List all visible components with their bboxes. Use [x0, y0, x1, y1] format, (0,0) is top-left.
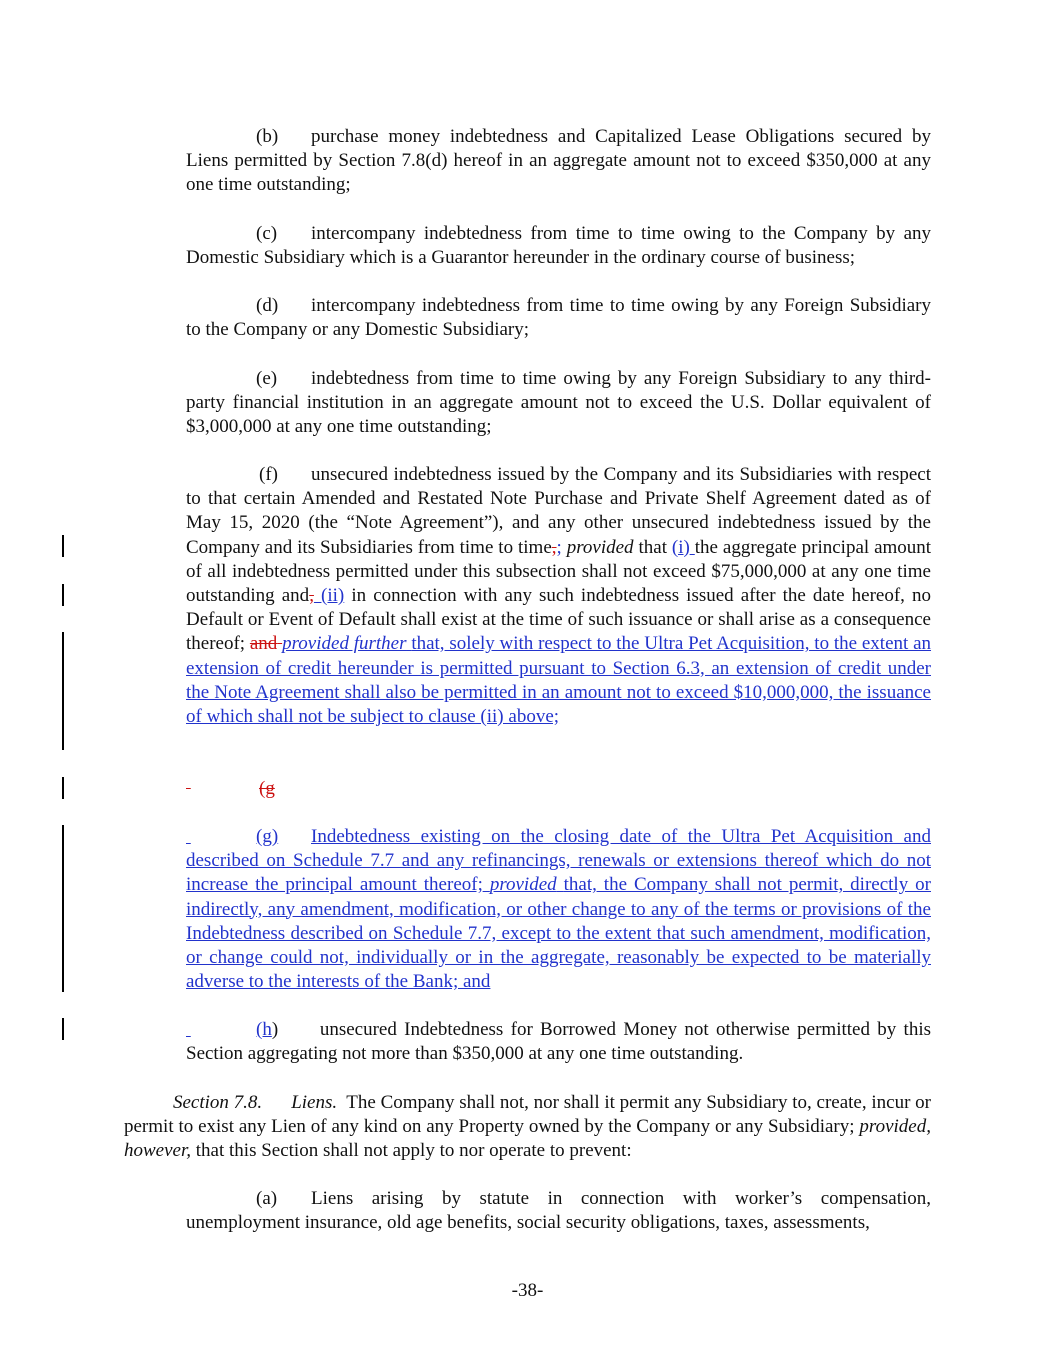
- paragraph-c: [186, 222, 931, 270]
- paragraph-label: (a): [256, 1188, 278, 1209]
- paragraph-label: (g): [256, 826, 279, 847]
- paragraph-text: intercompany indebtedness from time to time owing by any Foreign Subsidiary to the Company or any Domestic Subsidiary;: [186, 295, 931, 341]
- change-bar: [62, 825, 64, 992]
- deleted-text: ,: [309, 585, 314, 607]
- inserted-space: [314, 585, 321, 606]
- page-number: -38-: [511, 1280, 544, 1301]
- deleted-text: (g: [259, 778, 275, 799]
- section-7-8: [124, 1091, 931, 1164]
- inserted-tab: [186, 825, 256, 849]
- inserted-text: that, the Company shall not permit, directly or indirectly, any amendment, modification, or other change to any of the terms or provisions of the Indebtedness described on Schedule 7.7, except to the extent that such amendment, modification, or change could not, individually or in the aggregate, reasonably be expected to be materially adverse to the interests of the Bank; and: [186, 874, 931, 993]
- deleted-text: and: [249, 633, 278, 655]
- paragraph-label: (e): [256, 368, 278, 389]
- deleted-paragraph-g: [186, 777, 931, 801]
- inserted-text: provided further: [282, 633, 407, 655]
- change-bar: [62, 1018, 64, 1040]
- change-bar: [62, 777, 64, 799]
- paragraph-text: Liens arising by statute in connection with worker’s compensation, unemployment insurance, old age benefits, social security obligations, taxes, assessments,: [186, 1188, 931, 1234]
- paragraph-text: intercompany indebtedness from time to time owing to the Company by any Domestic Subsidiary which is a Guarantor hereunder in the ordinary course of business;: [186, 223, 931, 269]
- paragraph-h: [186, 1018, 931, 1066]
- paragraph-text: in connection with any such indebtedness issued after the date hereof, no Default or Event of Default shall exist at the time of such issuance or shall arise as a consequence thereof;: [186, 585, 932, 655]
- change-bar: [62, 632, 64, 750]
- inserted-space: [557, 874, 564, 895]
- paragraph-text: unsecured indebtedness issued by the Company and its Subsidiaries with respect to that certain Amended and Restated Note Purchase and Private Shelf Agreement dated as of May 15, 2020 (the “Note Agreement”), and any other unsecured indebtedness issued by the Company and its Subsidiaries from time to time: [186, 464, 931, 558]
- paragraph-label: (b): [256, 126, 279, 147]
- paragraph-b: [186, 125, 931, 198]
- paragraph-f: [186, 463, 931, 729]
- paragraph-text: indebtedness from time to time owing by any Foreign Subsidiary to any third-party financial institution in an aggregate amount not to exceed the U.S. Dollar equivalent of $3,000,000 at any one time outstanding;: [186, 368, 931, 438]
- change-bar: [62, 584, 64, 606]
- section-number: Section 7.8.: [173, 1092, 263, 1113]
- inserted-text: that, solely with respect to the Ultra Pet Acquisition, to the extent an extension of credit hereunder is permitted pursuant to Section 6.3, an extension of credit under the Note Agreement shall also be permitted in an amount not to exceed $10,000,000, the issuance of which shall not be subject to clause (ii) above;: [186, 633, 932, 728]
- paragraph-text: provided: [566, 536, 634, 558]
- paragraph-text: that: [638, 536, 667, 558]
- inserted-text: (i): [671, 536, 690, 558]
- paragraph-text: The Company shall not, nor shall it permit any Subsidiary to, create, incur or permit to exist any Lien of any kind on any Property owned by the Company or any Subsidiary;: [124, 1092, 931, 1138]
- paragraph-text: the aggregate principal amount of all indebtedness permitted under this subsection shall not exceed $75,000,000 at any one time outstanding and: [186, 536, 932, 607]
- paragraph-label: ): [271, 1019, 279, 1040]
- inserted-text: Indebtedness existing on the closing date of the Ultra Pet Acquisition and described on Schedule 7.7 and any refinancings, renewals or extensions thereof which do not increase the principal amount thereof;: [186, 826, 931, 896]
- paragraph-label: (d): [256, 295, 279, 316]
- deleted-tab: [186, 777, 259, 801]
- inserted-text: provided: [489, 874, 557, 896]
- inserted-text: (ii): [321, 585, 345, 607]
- inserted-space: [483, 874, 490, 895]
- deleted-text: ,: [551, 536, 557, 558]
- change-bar: [62, 535, 64, 557]
- section-title: Liens.: [291, 1092, 338, 1113]
- paragraph-label: (c): [256, 223, 278, 244]
- paragraph-d: [186, 294, 931, 342]
- inserted-tab: [186, 1018, 256, 1042]
- paragraph-a: [186, 1187, 931, 1235]
- paragraph-text: unsecured Indebtedness for Borrowed Money not otherwise permitted by this Section aggregating not more than $350,000 at any one time outstanding.: [186, 1019, 931, 1065]
- paragraph-e: [186, 367, 931, 440]
- paragraph-g: [186, 825, 931, 994]
- paragraph-text: that this Section shall not apply to nor operate to prevent:: [195, 1140, 632, 1162]
- inserted-text: ;: [556, 536, 562, 558]
- paragraph-text: provided, however,: [124, 1116, 931, 1162]
- paragraph-text: purchase money indebtedness and Capitalized Lease Obligations secured by Liens permitted by Section 7.8(d) hereof in an aggregate amount not to exceed $350,000 at any one time outstanding;: [186, 126, 931, 196]
- paragraph-label: (f): [259, 464, 278, 485]
- paragraph-label: (h: [256, 1019, 272, 1040]
